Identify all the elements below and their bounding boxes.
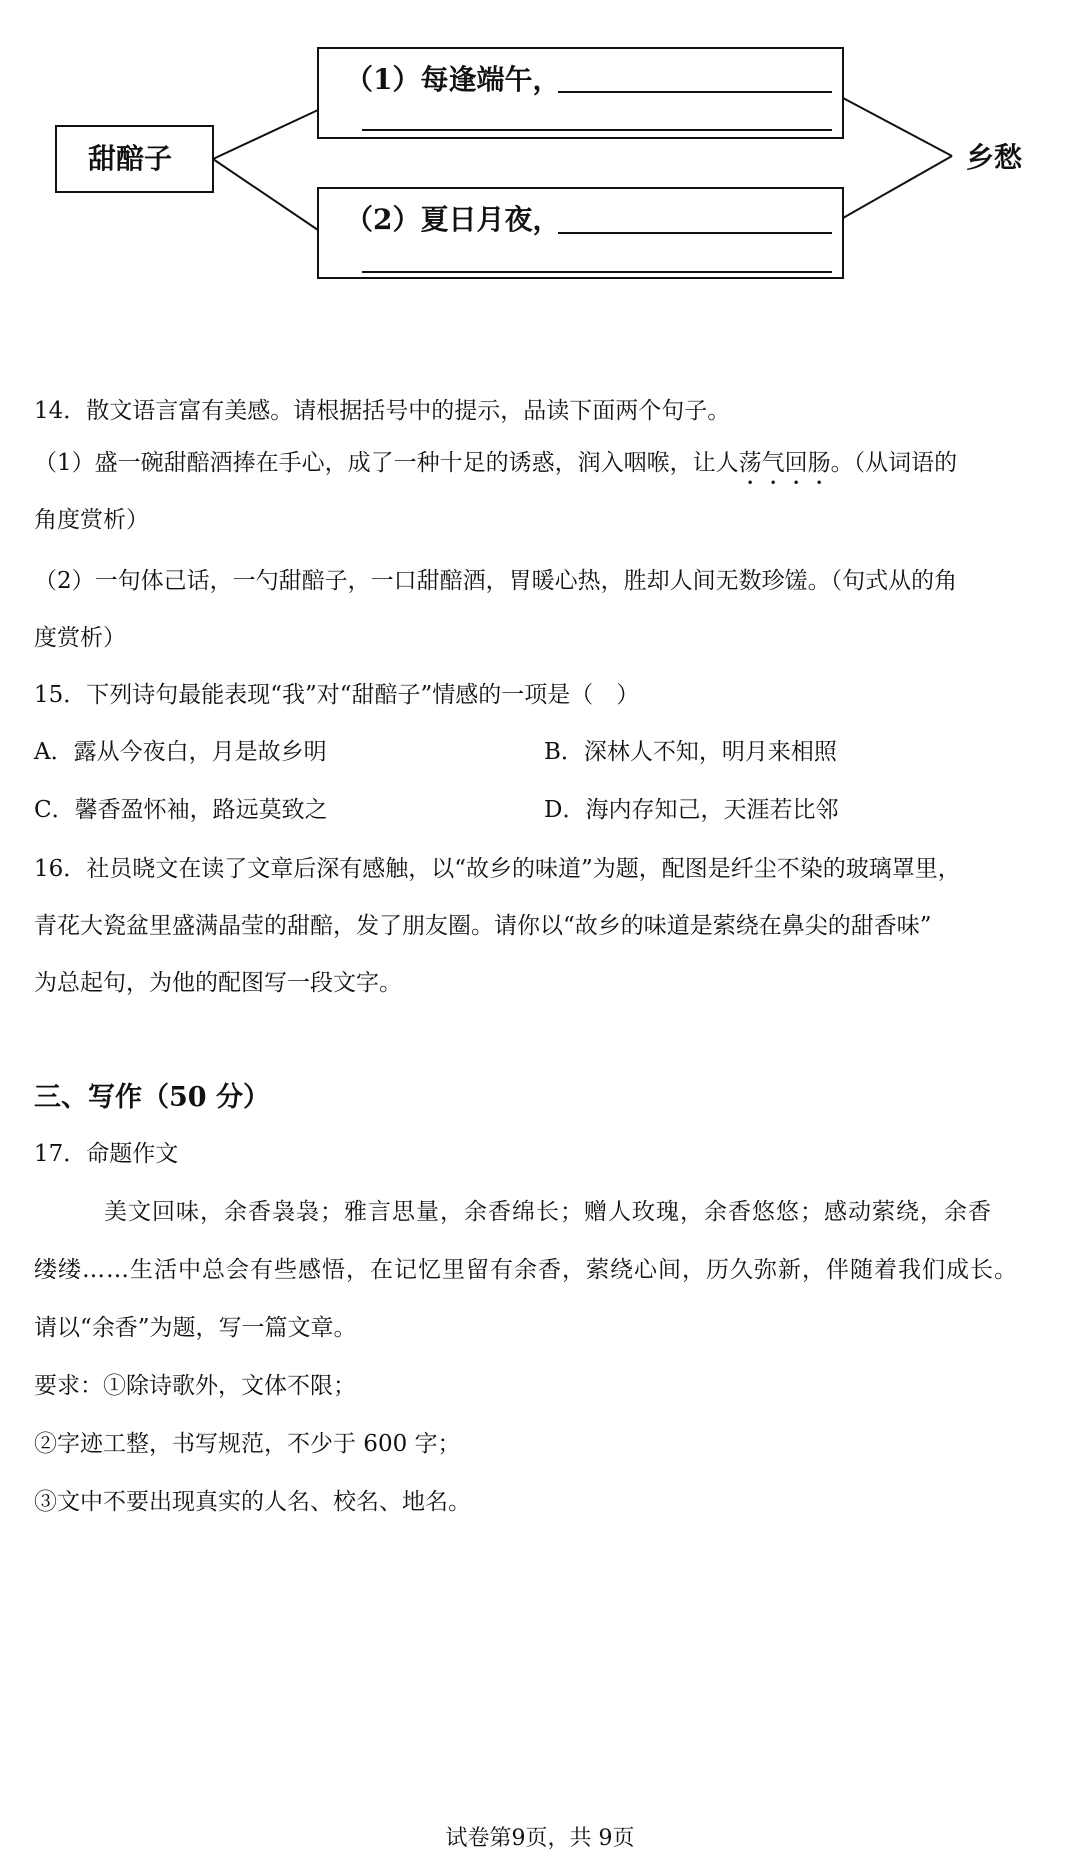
q16-line2: 青花大瓷盆里盛满晶莹的甜醅，发了朋友圈。请你以“故乡的味道是萦绕在鼻尖的甜香味” xyxy=(34,913,932,939)
q14-item2-line1: （2）一句体己话，一勺甜醅子，一口甜醅酒，胃暖心热，胜却人间无数珍馐。（句式从的角 xyxy=(34,568,958,594)
q15-option-b: B．深林人不知，明月来相照 xyxy=(544,739,837,765)
q16-line1: 16．社员晓文在读了文章后深有感触，以“故乡的味道”为题，配图是纤尘不染的玻璃罩里， xyxy=(34,856,961,882)
q16-line3: 为总起句，为他的配图写一段文字。 xyxy=(34,970,402,996)
q17-requirement-2: ②字迹工整，书写规范，不少于 600 字； xyxy=(34,1431,461,1457)
section-3-title: 三、写作（50 分） xyxy=(34,1082,270,1113)
q15-option-a: A．露从今夜白，月是故乡明 xyxy=(34,739,327,765)
connector-line xyxy=(213,110,318,159)
q17-requirement-1: 要求：①除诗歌外，文体不限； xyxy=(34,1373,356,1399)
q14-stem: 14．散文语言富有美感。请根据括号中的提示，品读下面两个句子。 xyxy=(34,398,731,424)
q14-item2-line2: 度赏析） xyxy=(34,625,126,651)
q17-title: 17．命题作文 xyxy=(34,1141,179,1167)
q17-requirement-3: ③文中不要出现真实的人名、校名、地名。 xyxy=(34,1489,471,1515)
q14-item1-after: 。（从词语的 xyxy=(830,450,958,476)
connector-line xyxy=(213,159,318,230)
q17-prompt: 请以“余香”为题，写一篇文章。 xyxy=(34,1315,357,1341)
q14-item1-cont: 角度赏析） xyxy=(34,507,149,533)
q15-option-d: D．海内存知己，天涯若比邻 xyxy=(544,797,839,823)
connector-line xyxy=(843,156,952,218)
q17-material-line2: 缕缕……生活中总会有些感悟，在记忆里留有余香，萦绕心间，历久弥新，伴随着我们成长。 xyxy=(34,1257,1018,1283)
q15-stem: 15．下列诗句最能表现“我”对“甜醅子”情感的一项是（ ） xyxy=(34,682,640,708)
connector-line xyxy=(843,98,952,156)
recall-diagram xyxy=(0,0,1080,300)
q14-item1-emphasis: 荡气回肠 xyxy=(738,450,831,476)
q15-option-c: C．馨香盈怀袖，路远莫致之 xyxy=(34,797,328,823)
q17-material-line1: 美文回味，余香袅袅；雅言思量，余香绵长；赠人玫瑰，余香悠悠；感动萦绕，余香 xyxy=(104,1199,992,1225)
box1-prompt: （1）每逢端午， xyxy=(345,63,561,96)
target-label: 乡愁 xyxy=(966,141,1023,174)
page-footer: 试卷第9页，共 9页 xyxy=(445,1826,635,1851)
q14-item1 xyxy=(34,450,957,490)
source-label: 甜醅子 xyxy=(88,142,173,175)
q14-item1-before: （1）盛一碗甜醅酒捧在手心，成了一种十足的诱惑，润入咽喉，让人 xyxy=(34,450,739,476)
box2-prompt: （2）夏日月夜， xyxy=(345,203,561,236)
